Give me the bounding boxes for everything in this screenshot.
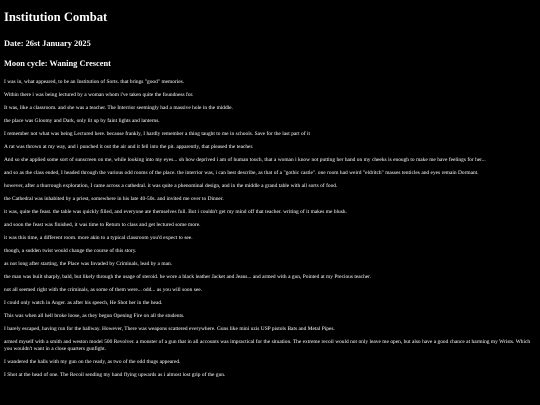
paragraph: I wandered the halls with my gun on the ready, as two of the odd thugs appeared. xyxy=(4,359,181,366)
paragraph: though, a sudden twist would change the course of this story. xyxy=(4,248,137,254)
paragraph: as not long after starting, the Place was Invaded by Criminals, lead by a man. xyxy=(4,261,173,267)
paragraph: I could only watch in Anger. as after his speech, He Shot her in the head. xyxy=(4,300,163,306)
paragraph: This was when all hell broke loose, as they begun Opening Fire on all the students. xyxy=(4,313,185,319)
document-title: Institution Combat xyxy=(4,10,108,24)
moon-cycle: Moon cycle: Waning Crescent xyxy=(4,59,111,68)
entry-date: Date: 26st January 2025 xyxy=(4,39,91,48)
paragraph: it was, quite the feast. the table was quickly filled, and everyone ate themselves full. But i couldn't get my mind off that teacher. writing of it makes me blush. xyxy=(4,209,347,215)
paragraph: and so as the class ended, I headed through the various odd rooms of the place. the interrior was, i can best describe, as that of a "gothic castle". one room had weird "eldritch" masses tenticles and eyes remain Dormant. xyxy=(4,170,479,176)
paragraph: armed myself with a smith and weston model 500 Revolver. a monster of a gun that in all accounts was impractical for the situation. The extreme recoil would not only leave me open, but also have a good chance at harming my Wrists. Which you wouldn't want in a close quarters gunfight. xyxy=(4,339,531,353)
paragraph: the place was Gloomy and Dark, only lit up by faint lights and lanterns. xyxy=(4,118,160,124)
paragraph: it was this time, a different room. more akin to a typical classroom you'd expect to see. xyxy=(4,235,193,241)
paragraph: I was in, what appeared, to be an Institution of Sorts. that brings "good" memories. xyxy=(4,79,185,85)
paragraph: It was, like a classroom. and she was a teacher. The Interrior seemingly had a massive hole in the middle. xyxy=(4,105,233,111)
paragraph: A rat was thrown at my way, and i punched it out the air and it fell into the pit. apparently, that pleased the teacher. xyxy=(4,144,254,150)
paragraph: however, after a thurrough exploration, I came across a cathedral. it was quite a phenominal design, and in the middle a grand table with all sorts of food. xyxy=(4,183,338,189)
paragraph: the Cathedral was inhabited by a priest, somewhere in his late 40-50s. and invited me over to Dinner. xyxy=(4,196,224,202)
paragraph: Within there i was being lectured by a woman whom i've taken quite the foundness for. xyxy=(4,92,194,98)
paragraph: And so she applied some sort of sunscreen on me, while looking into my eyes... oh how deprived i am of human touch, that a woman i know not putting her hand on my cheeks is enough to make me have feelings for her... xyxy=(4,157,486,163)
paragraph: I remember not what was being Lectured here. because frankly, I hardly remember a thing taught to me in schools. Save for the last part of it xyxy=(4,131,310,137)
paragraph: I barely escaped, having run for the hallway. However, There was weapons scattered everywhere. Guns like mini uzis USP pistols Bats and Metal Pipes. xyxy=(4,326,335,332)
paragraph: the man was built sharply, bald, but likely through the usage of steroid. he wore a black leather Jacket and Jeans... and armed with a gun, Pointed at my Precious teacher. xyxy=(4,274,372,280)
paragraph: and soon the feast was finished, it was time to Return to class and get lectured some more. xyxy=(4,222,201,228)
paragraph: not all seemed right with the criminals, as some of them were... odd... as you will soon see. xyxy=(4,287,202,293)
paragraph: I Shot at the head of one. The Recoil sending my hand flying upwards as i almost lost grip of the gun. xyxy=(4,372,226,379)
